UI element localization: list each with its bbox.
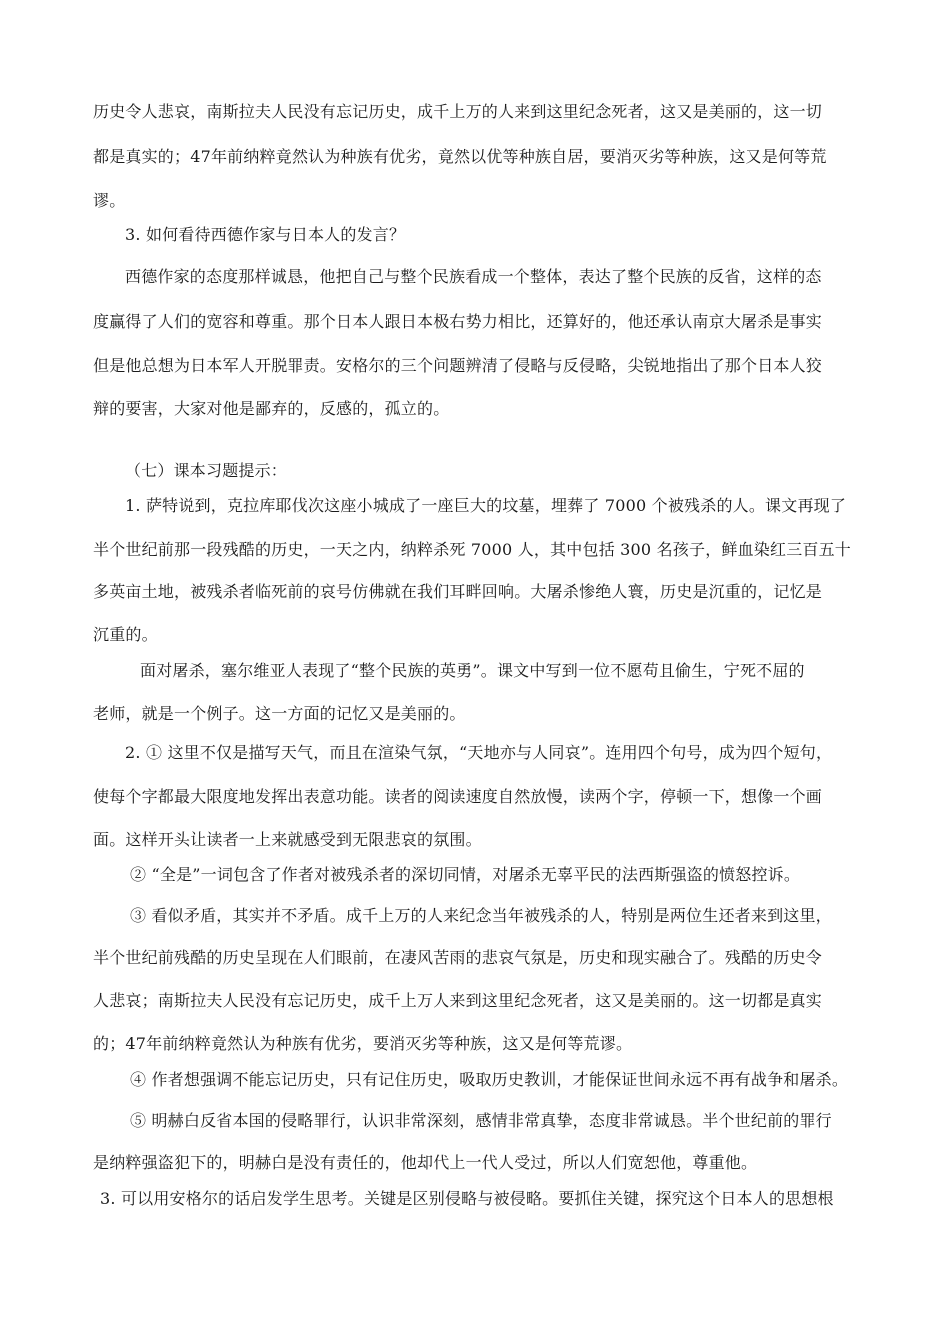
text-line: ⑤ 明赫白反省本国的侵略罪行，认识非常深刻，感情非常真挚，态度非常诚恳。半个世纪前的罪行 xyxy=(130,1111,832,1130)
text-line: ② “全是”一词包含了作者对被残杀者的深切同情，对屠杀无辜平民的法西斯强盗的愤怒控诉。 xyxy=(130,865,801,884)
question-heading: 3. 如何看待西德作家与日本人的发言？ xyxy=(125,225,406,244)
text-line: 1. 萨特说到，克拉库耶伐次这座小城成了一座巨大的坟墓，埋葬了 7000 个被残杀的人。课文再现了 xyxy=(125,496,847,515)
text-line: 但是他总想为日本军人开脱罪责。安格尔的三个问题辨清了侵略与反侵略，尖锐地指出了那个日本人狡 xyxy=(93,356,823,375)
text-line: 多英亩土地，被残杀者临死前的哀号仿佛就在我们耳畔回响。大屠杀惨绝人寰，历史是沉重的，记忆是 xyxy=(93,582,823,601)
text-line: ④ 作者想强调不能忘记历史，只有记住历史，吸取历史教训，才能保证世间永远不再有战争和屠杀。 xyxy=(130,1070,849,1089)
text-line: 的；47年前纳粹竟然认为种族有优劣，要消灭劣等种族，这又是何等荒谬。 xyxy=(93,1034,633,1053)
text-line: 度赢得了人们的宽容和尊重。那个日本人跟日本极右势力相比，还算好的，他还承认南京大屠杀是事实 xyxy=(93,312,823,331)
text-line: 面。这样开头让读者一上来就感受到无限悲哀的氛围。 xyxy=(93,830,482,849)
text-line: 老师，就是一个例子。这一方面的记忆又是美丽的。 xyxy=(93,704,466,723)
text-line: 历史令人悲哀，南斯拉夫人民没有忘记历史，成千上万的人来到这里纪念死者，这又是美丽的，这一切 xyxy=(93,102,823,121)
text-line: 2. ① 这里不仅是描写天气，而且在渲染气氛，“天地亦与人同哀”。连用四个句号，成为四个短句， xyxy=(125,743,833,762)
text-line: 谬。 xyxy=(93,191,126,210)
text-line: 使每个字都最大限度地发挥出表意功能。读者的阅读速度自然放慢，读两个字，停顿一下，想像一个画 xyxy=(93,787,823,806)
section-heading: （七）课本习题提示： xyxy=(125,461,288,480)
text-line: 是纳粹强盗犯下的，明赫白是没有责任的，他却代上一代人受过，所以人们宽恕他，尊重他。 xyxy=(93,1153,758,1172)
text-line: 半个世纪前残酷的历史呈现在人们眼前，在凄风苦雨的悲哀气氛是，历史和现实融合了。残酷的历史令 xyxy=(93,948,823,967)
text-line: 面对屠杀，塞尔维亚人表现了“整个民族的英勇”。课文中写到一位不愿苟且偷生，宁死不屈的 xyxy=(140,661,805,680)
text-line: ③ 看似矛盾，其实并不矛盾。成千上万的人来纪念当年被残杀的人，特别是两位生还者来到这里， xyxy=(130,906,832,925)
text-line: 3. 可以用安格尔的话启发学生思考。关键是区别侵略与被侵略。要抓住关键，探究这个日本人的思想根 xyxy=(100,1189,834,1208)
text-line: 半个世纪前那一段残酷的历史，一天之内，纳粹杀死 7000 人，其中包括 300 名孩子，鲜血染红三百五十 xyxy=(93,540,852,559)
text-line: 都是真实的；47年前纳粹竟然认为种族有优劣，竟然以优等种族自居，要消灭劣等种族，这又是何等荒 xyxy=(93,147,827,166)
text-line: 人悲哀；南斯拉夫人民没有忘记历史，成千上万人来到这里纪念死者，这又是美丽的。这一切都是真实 xyxy=(93,991,823,1010)
text-line: 西德作家的态度那样诚恳，他把自己与整个民族看成一个整体，表达了整个民族的反省，这样的态 xyxy=(125,267,822,286)
text-line: 沉重的。 xyxy=(93,625,158,644)
text-line: 辩的要害，大家对他是鄙弃的，反感的，孤立的。 xyxy=(93,399,450,418)
